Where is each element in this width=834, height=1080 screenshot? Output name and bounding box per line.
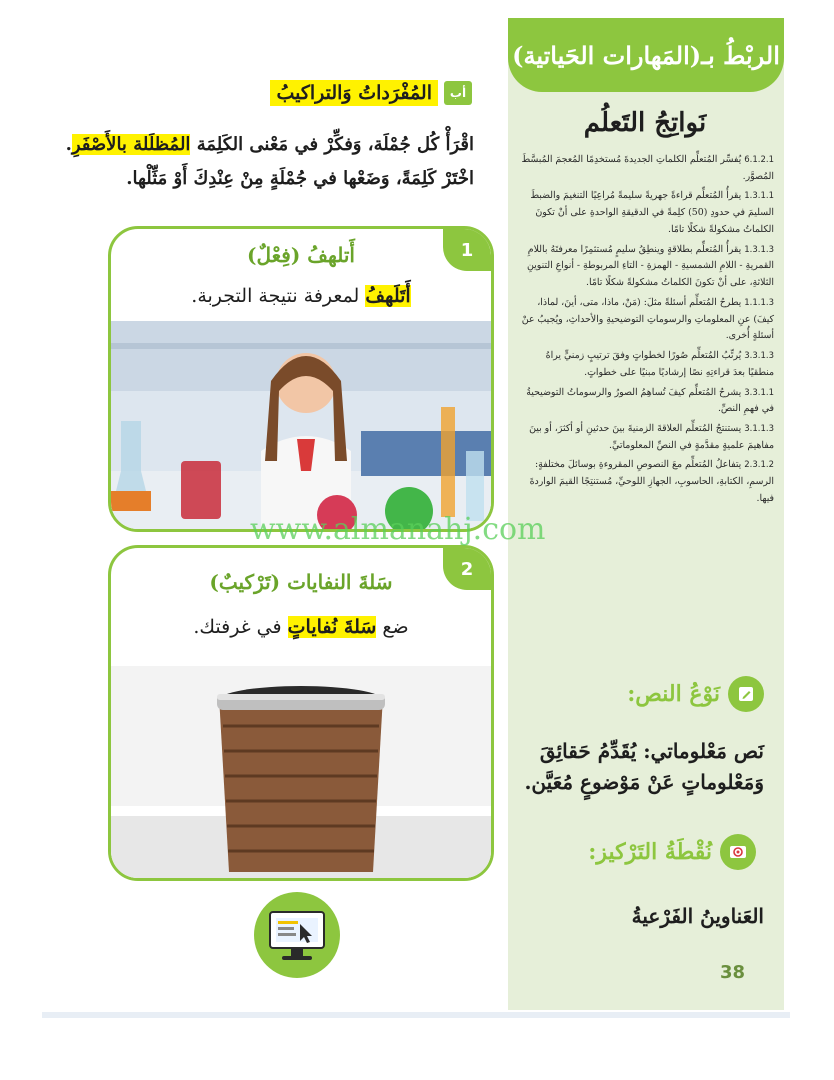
bottom-rule: [42, 1012, 790, 1018]
target-icon: [720, 834, 756, 870]
card-number: 2: [443, 548, 491, 590]
trash-bin-photo: [111, 666, 491, 878]
card-number: 1: [443, 229, 491, 271]
text-type-description: نَص مَعْلوماتي: يُقَدِّمُ حَقائِقَ وَمَعْلوماتٍ عَنْ مَوْضوعٍ مُعَيَّن.: [524, 739, 764, 794]
outcomes-list: [518, 152, 774, 511]
watermark: www.almanahj.com: [250, 512, 546, 547]
card-word: أَتلهفُ (فِعْلٌ): [247, 243, 355, 267]
card-sentence: ضع سَلةَ نُفاياتٍ في غرفتك.: [193, 616, 409, 638]
outcome-item: 3.3.1.3 يُرتِّبُ المُتعلِّم صُورًا لخطواتٍ وفقَ ترتيبٍ زمنيٍّ يراهُ منطقيًا بعدَ قراءتِهِ نصًا إرشاديًا مبنيًا على خطواتٍ.: [545, 350, 774, 378]
outcome-item: 1.1.1.3 يطرحُ المُتعلِّم أسئلةً مثلَ: (مَنْ، ماذا، متى، أينَ، لماذا، كيفَ) عنِ المعلوماتِ والرسوماتِ التوضيحيةِ والأحداثِ، ويُجيبُ عنْ أسئلةٍ أُخرى.: [521, 296, 774, 342]
outcome-item: 6.1.2.1 يُفسِّر المُتعلِّم الكلماتِ الجديدةَ مُستخدِمًا المُعجمَ المُبسَّطَ المُصوَّر.: [521, 154, 774, 182]
vocab-heading: [270, 80, 472, 106]
pencil-note-icon: [728, 676, 764, 712]
focus-value: العَناوينُ الفَرْعيةُ: [631, 904, 764, 928]
page-number: 38: [720, 962, 746, 983]
outcome-item: 3.3.1.1 يشرحُ المُتعلِّم كيفَ تُساهِمُ الصورُ والرسوماتُ التوضيحيةُ في فهمِ النصِّ.: [526, 386, 774, 415]
outcome-item: 1.3.1.3 يقرأُ المُتعلِّم بطلاقةٍ وينطِقُ سليمٍ مُستثمِرًا معرفتَهُ باللامِ القمريةِ - اللامِ الشمسيةِ - الهمزةِ - التاءِ المربوطةِ - أنواعِ التنوينِ الثلاثةِ، على أنْ تكونَ الكلماتُ مشكولةً شكلًا تامًا.: [526, 243, 774, 289]
vocab-card-1: [108, 226, 494, 532]
computer-activity-icon[interactable]: [254, 892, 340, 978]
outcome-item: 3.1.1.3 يستنتجُ المُتعلِّم العلاقةَ الزمنيةَ بينَ حدثينِ أو أكثرَ، أو بينَ مفاهيمَ علميةٍ مقدَّمةٍ في النصِّ المعلوماتيِّ.: [529, 423, 774, 451]
vocab-title: المُفْرَداتُ وَالتراكيبُ: [270, 80, 438, 106]
card-sentence: أَتَلَهفُ لمعرفة نتيجة التجربة.: [191, 285, 411, 307]
band-title: الربْطُ بـ(المَهارات الحَياتية): [508, 18, 784, 92]
focus-heading: نُقْطَةُ التَرْكيز:: [588, 834, 756, 870]
card-word: سَلةَ النفايات (تَرْكيبٌ): [209, 570, 393, 594]
outcomes-title: نَواتِجُ التَعلُم: [583, 108, 707, 138]
vocab-instructions: اقْرَأْ كُل جُمْلَة، وَفكِّرْ في مَعْنى الكَلِمَة المُظلَلة بالأَصْفَرِ. اخْتَرْ كَلِمَةً، وَضَعْها في جُمْلَةٍ مِنْ عِنْدِكَ أَوْ مَثِّلْها.: [65, 134, 474, 190]
vocab-card-2: [108, 545, 494, 881]
outcome-item: 1.3.1.1 يقرأُ المُتعلِّم قراءةً جهريةً سليمةً مُراعِيًا التنغيمَ والضبطَ السليمَ في حدودِ (50) كلِمةً في الدقيقةِ الواحدةِ على أنْ تكونَ الكلماتُ مشكولةً شكلًا تامًا.: [530, 190, 774, 235]
outcome-item: 2.3.1.2 يتفاعلُ المُتعلِّم معَ النصوصِ المقروءةِ بوسائلَ مختلفةٍ: الرسمِ، الكتابةِ، الحاسوبِ، الجهازِ اللوحيِّ، مُستنتِجًا القيمَ الواردةَ فيها.: [529, 459, 774, 504]
science-lab-photo: [111, 321, 491, 529]
alphabet-book-icon: أب: [444, 81, 472, 105]
text-type-heading: نَوْعُ النص:: [627, 676, 764, 712]
